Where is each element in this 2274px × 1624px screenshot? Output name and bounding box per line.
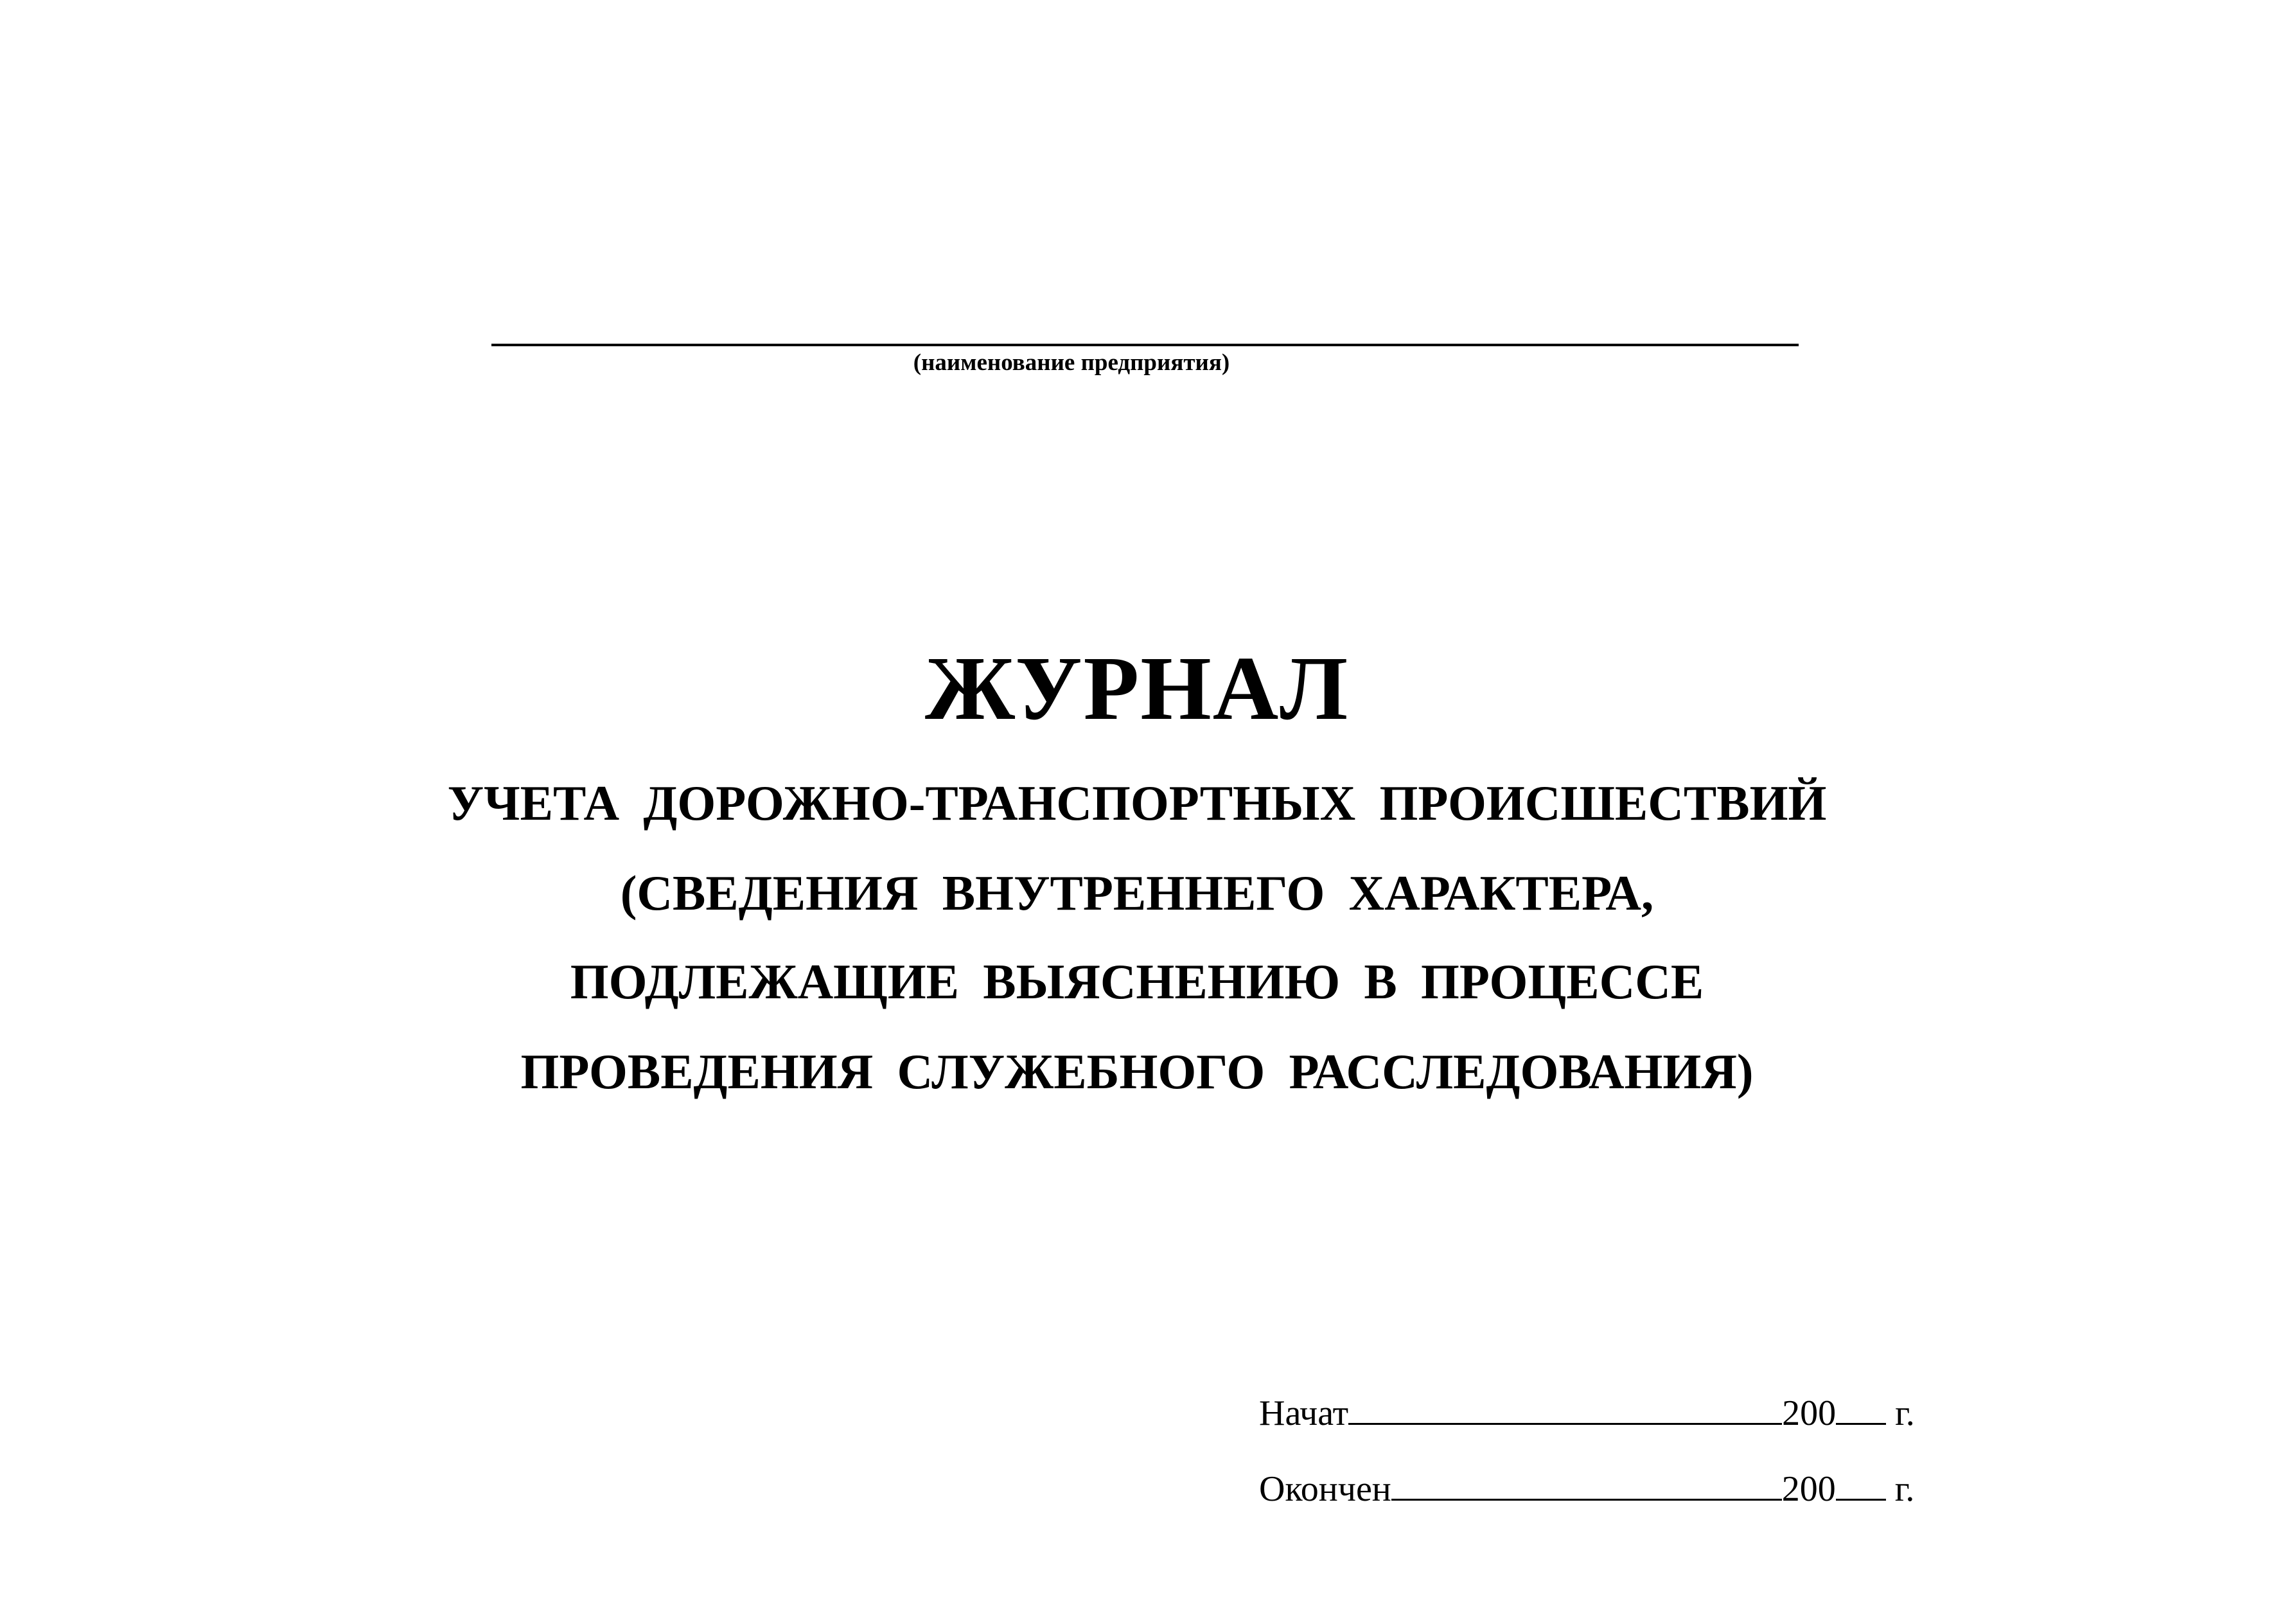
journal-title: ЖУРНАЛ (924, 637, 1350, 739)
organization-caption: (наименование предприятия) (913, 349, 1230, 376)
end-date-label: Окончен (1259, 1469, 1391, 1509)
journal-subtitle-line-2: (СВЕДЕНИЯ ВНУТРЕННЕГО ХАРАКТЕРА, (620, 865, 1654, 921)
start-year-blank (1836, 1391, 1886, 1425)
journal-subtitle-line-1: УЧЕТА ДОРОЖНО-ТРАНСПОРТНЫХ ПРОИСШЕСТВИЙ (447, 775, 1827, 831)
start-year-suffix: г. (1895, 1393, 1915, 1433)
start-year-prefix: 200 (1782, 1393, 1837, 1433)
journal-subtitle-line-4: ПРОВЕДЕНИЯ СЛУЖЕБНОГО РАССЛЕДОВАНИЯ) (520, 1044, 1754, 1099)
end-date-blank (1391, 1467, 1782, 1501)
end-year-prefix: 200 (1781, 1469, 1836, 1509)
journal-subtitle-line-3: ПОДЛЕЖАЩИЕ ВЫЯСНЕНИЮ В ПРОЦЕССЕ (570, 954, 1704, 1009)
start-date-label: Начат (1259, 1393, 1349, 1433)
end-year-blank (1836, 1467, 1886, 1501)
start-date-row (1259, 1391, 1915, 1431)
start-date-blank (1348, 1391, 1782, 1425)
end-year-suffix: г. (1894, 1469, 1915, 1509)
organization-name-line (491, 344, 1799, 346)
end-date-row (1259, 1467, 1914, 1507)
